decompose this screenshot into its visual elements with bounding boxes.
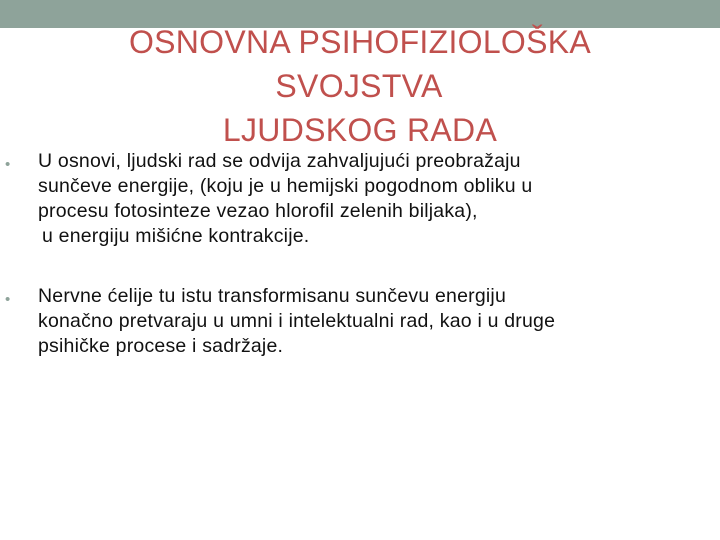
bullet-1-line-4: u energiju mišićne kontrakcije. — [42, 225, 310, 247]
bullet-2-line-2: konačno pretvaraju u umni i intelektualni rad, kao i u druge — [38, 310, 556, 332]
bullet-marker: • — [5, 291, 11, 308]
slide-title — [0, 0, 720, 152]
bullet-list — [0, 149, 720, 359]
bullet-2-line-1: Nervne ćelije tu istu transformisanu sunčevu energiju — [38, 285, 506, 307]
title-line-2: SVOJSTVA — [275, 68, 443, 104]
bullet-1-line-2: sunčeve energije, (koju je u hemijski pogodnom obliku u — [38, 175, 533, 197]
bullet-marker: • — [5, 156, 11, 173]
title-line-1: OSNOVNA PSIHOFIZIOLOŠKA — [128, 24, 592, 60]
bullet-2-line-3: psihičke procese i sadržaje. — [38, 335, 284, 357]
bullet-1-line-1: U osnovi, ljudski rad se odvija zahvaljujući preobražaju — [38, 150, 521, 172]
bullet-1-line-3: procesu fotosinteze vezao hlorofil zelenih biljaka), — [38, 200, 478, 222]
bullet-item-2 — [0, 284, 720, 359]
title-line-3: LJUDSKOG RADA — [222, 112, 498, 148]
bullet-item-1 — [0, 149, 720, 249]
